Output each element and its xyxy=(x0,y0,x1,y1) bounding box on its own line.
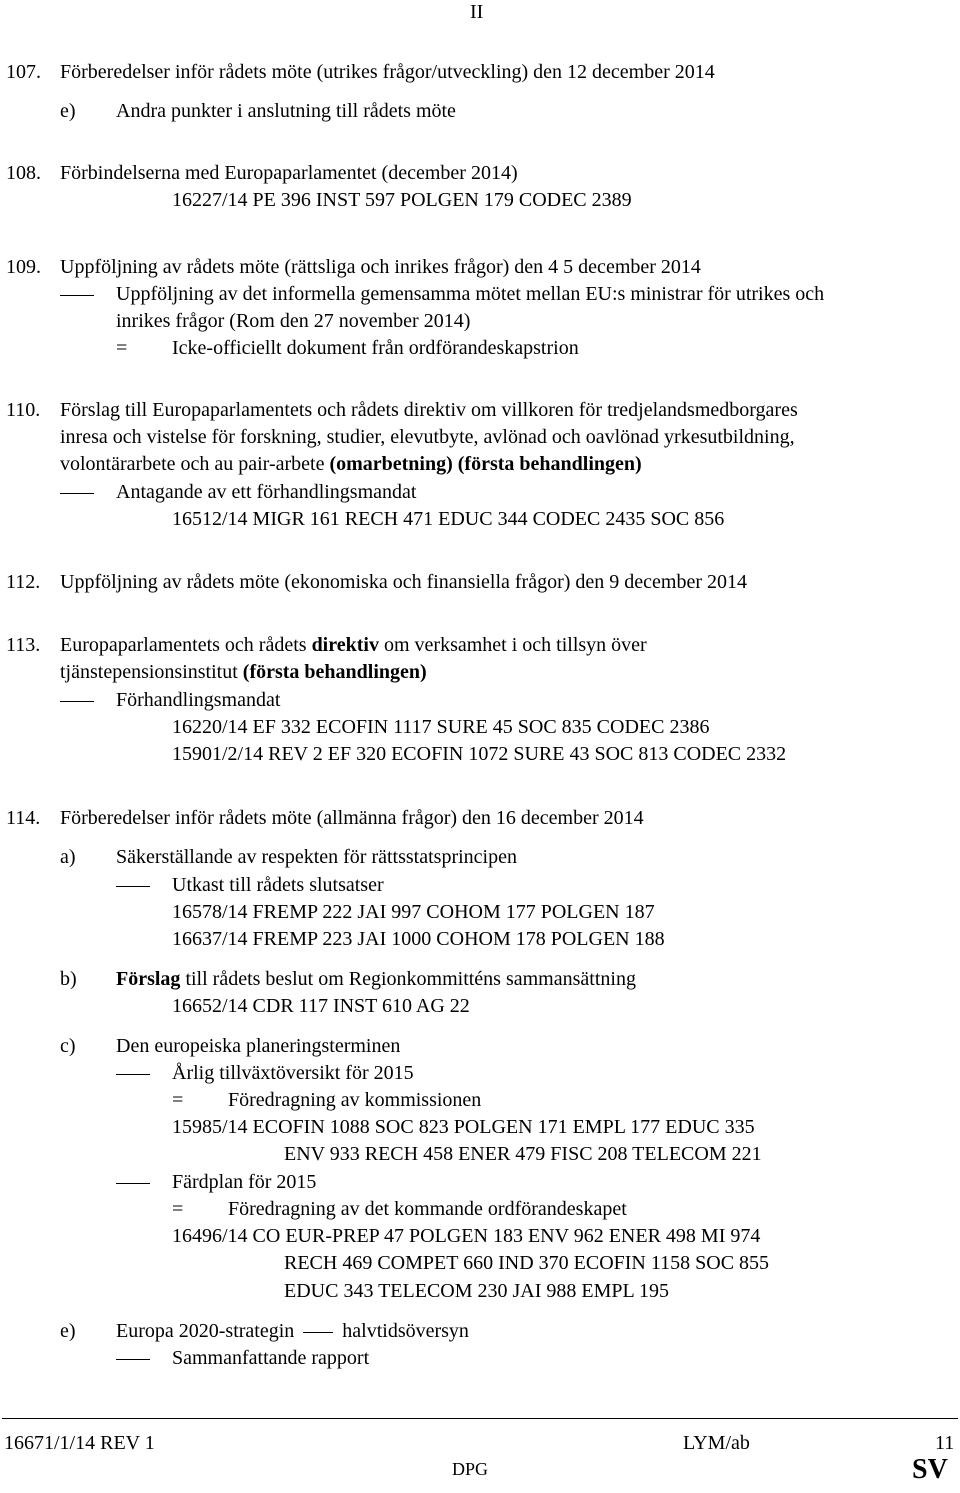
item-number: 110. xyxy=(6,399,41,421)
footer-page-num: 11 xyxy=(935,1432,955,1454)
dash-marker xyxy=(116,873,150,897)
doc-reference: 16496/14 CO EUR-PREP 47 POLGEN 183 ENV 962 ENER 498 MI 974 xyxy=(172,1225,761,1247)
item-title: Förberedelser inför rådets möte (allmänna frågor) den 16 december 2014 xyxy=(60,807,644,829)
sub-letter: c) xyxy=(60,1035,76,1057)
title-plain: Europaparlamentets och rådets xyxy=(60,634,307,656)
item-title: Förbindelserna med Europaparlamentet (december 2014) xyxy=(60,162,518,184)
sub-item-text: Uppföljning av det informella gemensamma mötet mellan EU:s ministrar för utrikes och xyxy=(116,283,825,305)
sub-item-text: Andra punkter i anslutning till rådets möte xyxy=(116,100,456,122)
sub-item-text: Den europeiska planeringsterminen xyxy=(116,1035,401,1057)
dash-marker xyxy=(60,688,94,712)
item-number: 109. xyxy=(6,256,41,278)
equals-marker: = xyxy=(172,1198,184,1220)
sub-item-text: Färdplan för 2015 xyxy=(172,1171,317,1193)
dash-marker xyxy=(60,480,94,504)
sub-item-text: Säkerställande av respekten för rättsstatsprincipen xyxy=(116,846,517,868)
footer-rule xyxy=(2,1418,958,1419)
footer-initials: LYM/ab xyxy=(683,1432,750,1454)
title-plain: halvtidsöversyn xyxy=(342,1320,469,1342)
title-plain: om verksamhet i och tillsyn över xyxy=(383,634,647,656)
dash-marker xyxy=(303,1332,333,1333)
title-bold: direktiv xyxy=(311,634,379,656)
sub-letter: b) xyxy=(60,968,77,990)
sub-letter: e) xyxy=(60,1320,76,1342)
title-plain: tjänstepensionsinstitut xyxy=(60,661,238,683)
item-title xyxy=(60,633,647,657)
footer-doc-ref: 16671/1/14 REV 1 xyxy=(4,1432,155,1454)
item-title-cont xyxy=(60,660,427,684)
item-title: Förslag till Europaparlamentets och rådets direktiv om villkoren för tredjelandsmedborgares xyxy=(60,399,798,421)
footer-dept: DPG xyxy=(452,1459,489,1479)
doc-reference: EDUC 343 TELECOM 230 JAI 988 EMPL 195 xyxy=(284,1280,669,1302)
sub-item-text: Föredragning av kommissionen xyxy=(228,1089,482,1111)
title-bold: Förslag xyxy=(116,968,181,990)
dash-marker xyxy=(116,1061,150,1085)
item-title: Förberedelser inför rådets möte (utrikes frågor/utveckling) den 12 december 2014 xyxy=(60,61,715,83)
sub-item-text: Årlig tillväxtöversikt för 2015 xyxy=(172,1062,414,1084)
dash-marker xyxy=(116,1346,150,1370)
title-bold: (omarbetning) (första behandlingen) xyxy=(329,453,642,475)
item-number: 107. xyxy=(6,61,41,83)
page-marker: II xyxy=(470,1,484,23)
sub-item-text xyxy=(116,1319,469,1343)
sub-item-text: Icke-officiellt dokument från ordförandeskapstrion xyxy=(172,337,579,359)
doc-reference: 15901/2/14 REV 2 EF 320 ECOFIN 1072 SURE 43 SOC 813 CODEC 2332 xyxy=(172,743,787,765)
doc-reference: ENV 933 RECH 458 ENER 479 FISC 208 TELECOM 221 xyxy=(284,1143,762,1165)
dash-marker xyxy=(116,1170,150,1194)
doc-reference: 16512/14 MIGR 161 RECH 471 EDUC 344 CODEC 2435 SOC 856 xyxy=(172,508,725,530)
sub-letter: e) xyxy=(60,100,76,122)
sub-item-text: Sammanfattande rapport xyxy=(172,1347,370,1369)
sub-item-text xyxy=(116,967,636,991)
doc-reference: 16220/14 EF 332 ECOFIN 1117 SURE 45 SOC 835 CODEC 2386 xyxy=(172,716,710,738)
item-number: 112. xyxy=(6,571,41,593)
sub-item-text: Förhandlingsmandat xyxy=(116,689,281,711)
title-bold: (första behandlingen) xyxy=(242,661,427,683)
title-plain: Europa 2020-strategin xyxy=(116,1320,295,1342)
equals-marker: = xyxy=(116,337,128,359)
sub-item-text: Utkast till rådets slutsatser xyxy=(172,874,384,896)
sub-item-text: Antagande av ett förhandlingsmandat xyxy=(116,481,417,503)
item-number: 114. xyxy=(6,807,41,829)
doc-reference: 16578/14 FREMP 222 JAI 997 COHOM 177 POLGEN 187 xyxy=(172,901,655,923)
footer-lang: SV xyxy=(912,1454,948,1485)
sub-item-text: Föredragning av det kommande ordförandeskapet xyxy=(228,1198,627,1220)
sub-item-text: inrikes frågor (Rom den 27 november 2014) xyxy=(116,310,471,332)
item-title: Uppföljning av rådets möte (rättsliga och inrikes frågor) den 4 5 december 2014 xyxy=(60,256,701,278)
item-title-cont: inresa och vistelse för forskning, studier, elevutbyte, avlönad och oavlönad yrkesutbildning, xyxy=(60,426,795,448)
dash-marker xyxy=(60,282,94,306)
title-plain: volontärarbete och au pair-arbete xyxy=(60,453,325,475)
doc-reference: 16227/14 PE 396 INST 597 POLGEN 179 CODEC 2389 xyxy=(172,189,632,211)
doc-reference: 16652/14 CDR 117 INST 610 AG 22 xyxy=(172,995,470,1017)
doc-reference: 16637/14 FREMP 223 JAI 1000 COHOM 178 POLGEN 188 xyxy=(172,928,665,950)
equals-marker: = xyxy=(172,1089,184,1111)
doc-reference: RECH 469 COMPET 660 IND 370 ECOFIN 1158 SOC 855 xyxy=(284,1252,770,1274)
item-title-cont xyxy=(60,452,642,476)
item-title: Uppföljning av rådets möte (ekonomiska och finansiella frågor) den 9 december 2014 xyxy=(60,571,748,593)
sub-letter: a) xyxy=(60,846,76,868)
item-number: 113. xyxy=(6,634,41,656)
doc-reference: 15985/14 ECOFIN 1088 SOC 823 POLGEN 171 EMPL 177 EDUC 335 xyxy=(172,1116,755,1138)
item-number: 108. xyxy=(6,162,41,184)
title-plain: till rådets beslut om Regionkommitténs sammansättning xyxy=(185,968,636,990)
